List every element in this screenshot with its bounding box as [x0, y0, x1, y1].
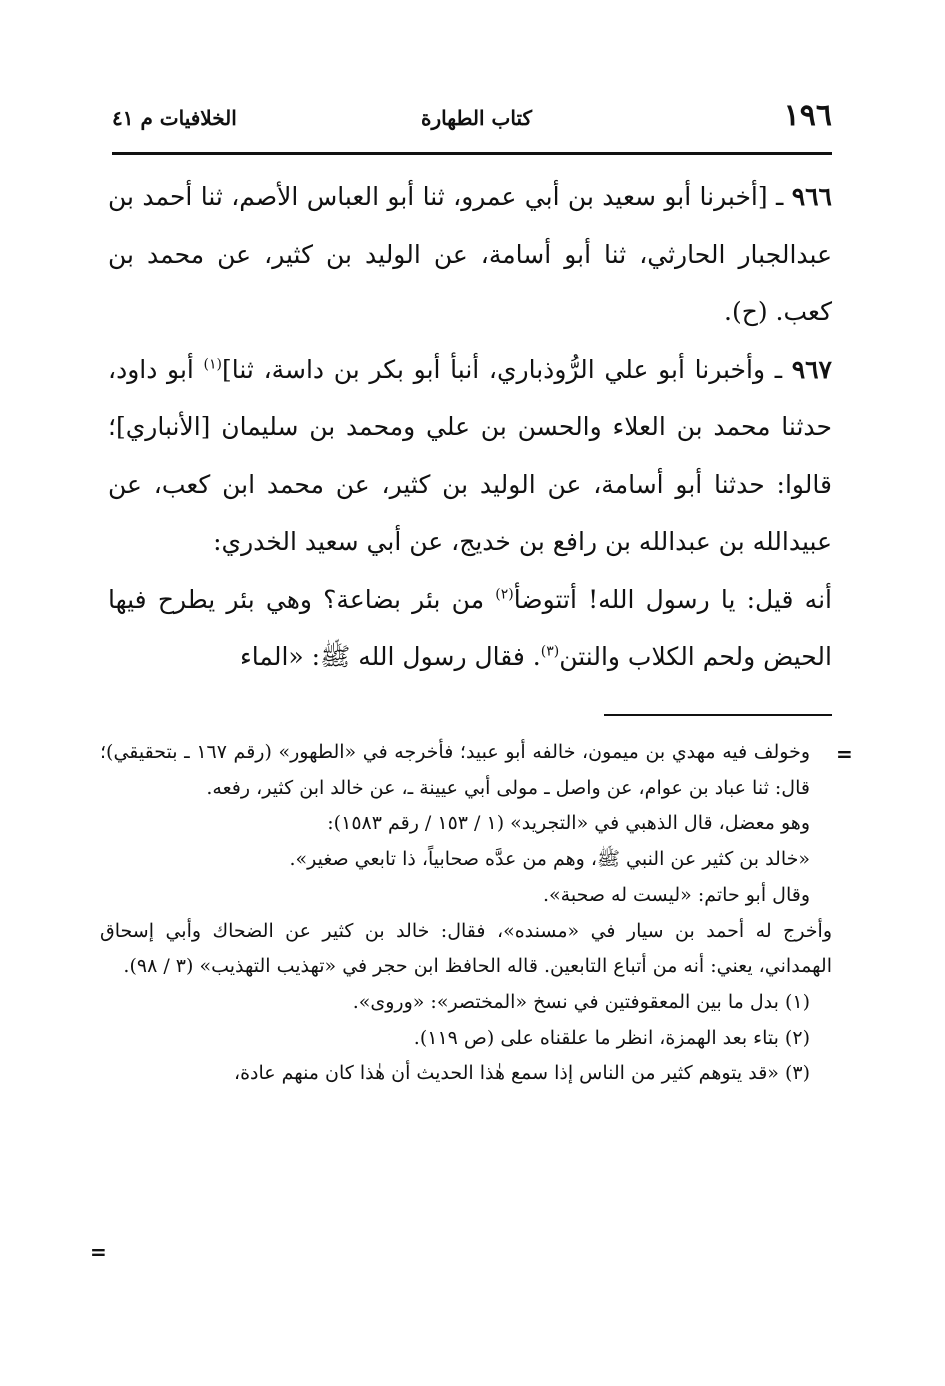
header-rule — [112, 152, 832, 155]
hadith-number: ٩٦٧ — [791, 354, 832, 384]
hadith-967 — [108, 341, 832, 571]
hadith-text: أبو داود، حدثنا محمد بن العلاء والحسن بن علي ومحمد بن سليمان [الأنباري]؛ قالوا: حدثنا أبو أسامة، عن الوليد بن كثير، عن محمد ابن كعب، عن عبيدالله بن عبدالله بن رافع بن خديج، عن أبي سعيد الخدري: — [108, 354, 832, 556]
footnote-continuation: وهو معضل، قال الذهبي في «التجريد» (١ / ١٥٣ / رقم ١٥٨٣): — [327, 812, 810, 835]
matn-text: من بئر بضاعة؟ وهي بئر يطرح فيها الحيض ولحم الكلاب والنتن — [108, 584, 832, 671]
footnote-ref: (٣) — [540, 643, 560, 660]
footnotes — [100, 735, 832, 1092]
footnote-continuation: وخولف فيه مهدي بن ميمون، خالفه أبو عبيد؛ فأخرجه في «الطهور» (رقم ١٦٧ ـ بتحقيقي)؛ قال: ثنا عباد بن عوام، عن واصل ـ مولى أبي عيينة ـ، عن خالد ابن كثير، رفعه. — [100, 741, 811, 799]
continuation-mark: = — [90, 1240, 107, 1264]
hadith-matn — [108, 571, 832, 686]
footnote-rule — [604, 714, 832, 716]
hadith-text: ـ [أخبرنا أبو سعيد بن أبي عمرو، ثنا أبو العباس الأصم، ثنا أحمد بن عبدالجبار الحارثي، ثنا أبو أسامة، عن الوليد بن كثير، عن محمد بن كعب. (ح). — [108, 182, 832, 326]
matn-text: . فقال رسول الله ﷺ: «الماء — [240, 642, 541, 671]
footnote-1: (١) بدل ما بين المعقوفتين في نسخ «المختصر»: «وروى». — [352, 990, 810, 1013]
volume-marker: الخلافيات م ٤١ — [112, 106, 237, 130]
footnote-continuation: «خالد بن كثير عن النبي ﷺ، وهم من عدَّه صحابياً، ذا تابعي صغير». — [289, 848, 810, 871]
book-title: كتاب الطهارة — [421, 106, 532, 130]
matn-text: أنه قيل: يا رسول الله! أتتوضأ — [513, 584, 832, 614]
footnote-continuation: وأخرج له أحمد بن سيار في «مسنده»، فقال: خالد بن كثير عن الضحاك وأبي إسحاق الهمداني، يعني: أنه من أتباع التابعين. قاله الحافظ ابن حجر في «تهذيب التهذيب» (٣ / ٩٨). — [100, 919, 832, 978]
footnote-ref: (١) — [203, 356, 223, 373]
continuation-mark: = — [836, 742, 853, 766]
hadith-text: ـ وأخبرنا أبو علي الرُّوذباري، أنبأ أبو بكر بن داسة، ثنا] — [222, 354, 792, 384]
main-text — [108, 168, 832, 686]
footnote-ref: (٢) — [495, 586, 514, 603]
page-number: ١٩٦ — [783, 98, 832, 133]
footnote-2: (٢) بتاء بعد الهمزة، انظر ما علقناه على (ص ١١٩). — [413, 1026, 810, 1049]
footnote-3: (٣) «قد يتوهم كثير من الناس إذا سمع هٰذا الحديث أن هٰذا كان منهم عادة، — [233, 1062, 810, 1085]
hadith-number: ٩٦٦ — [791, 182, 832, 211]
hadith-966 — [108, 168, 832, 341]
footnote-continuation: وقال أبو حاتم: «ليست له صحبة». — [542, 883, 810, 906]
page-header — [112, 98, 832, 144]
